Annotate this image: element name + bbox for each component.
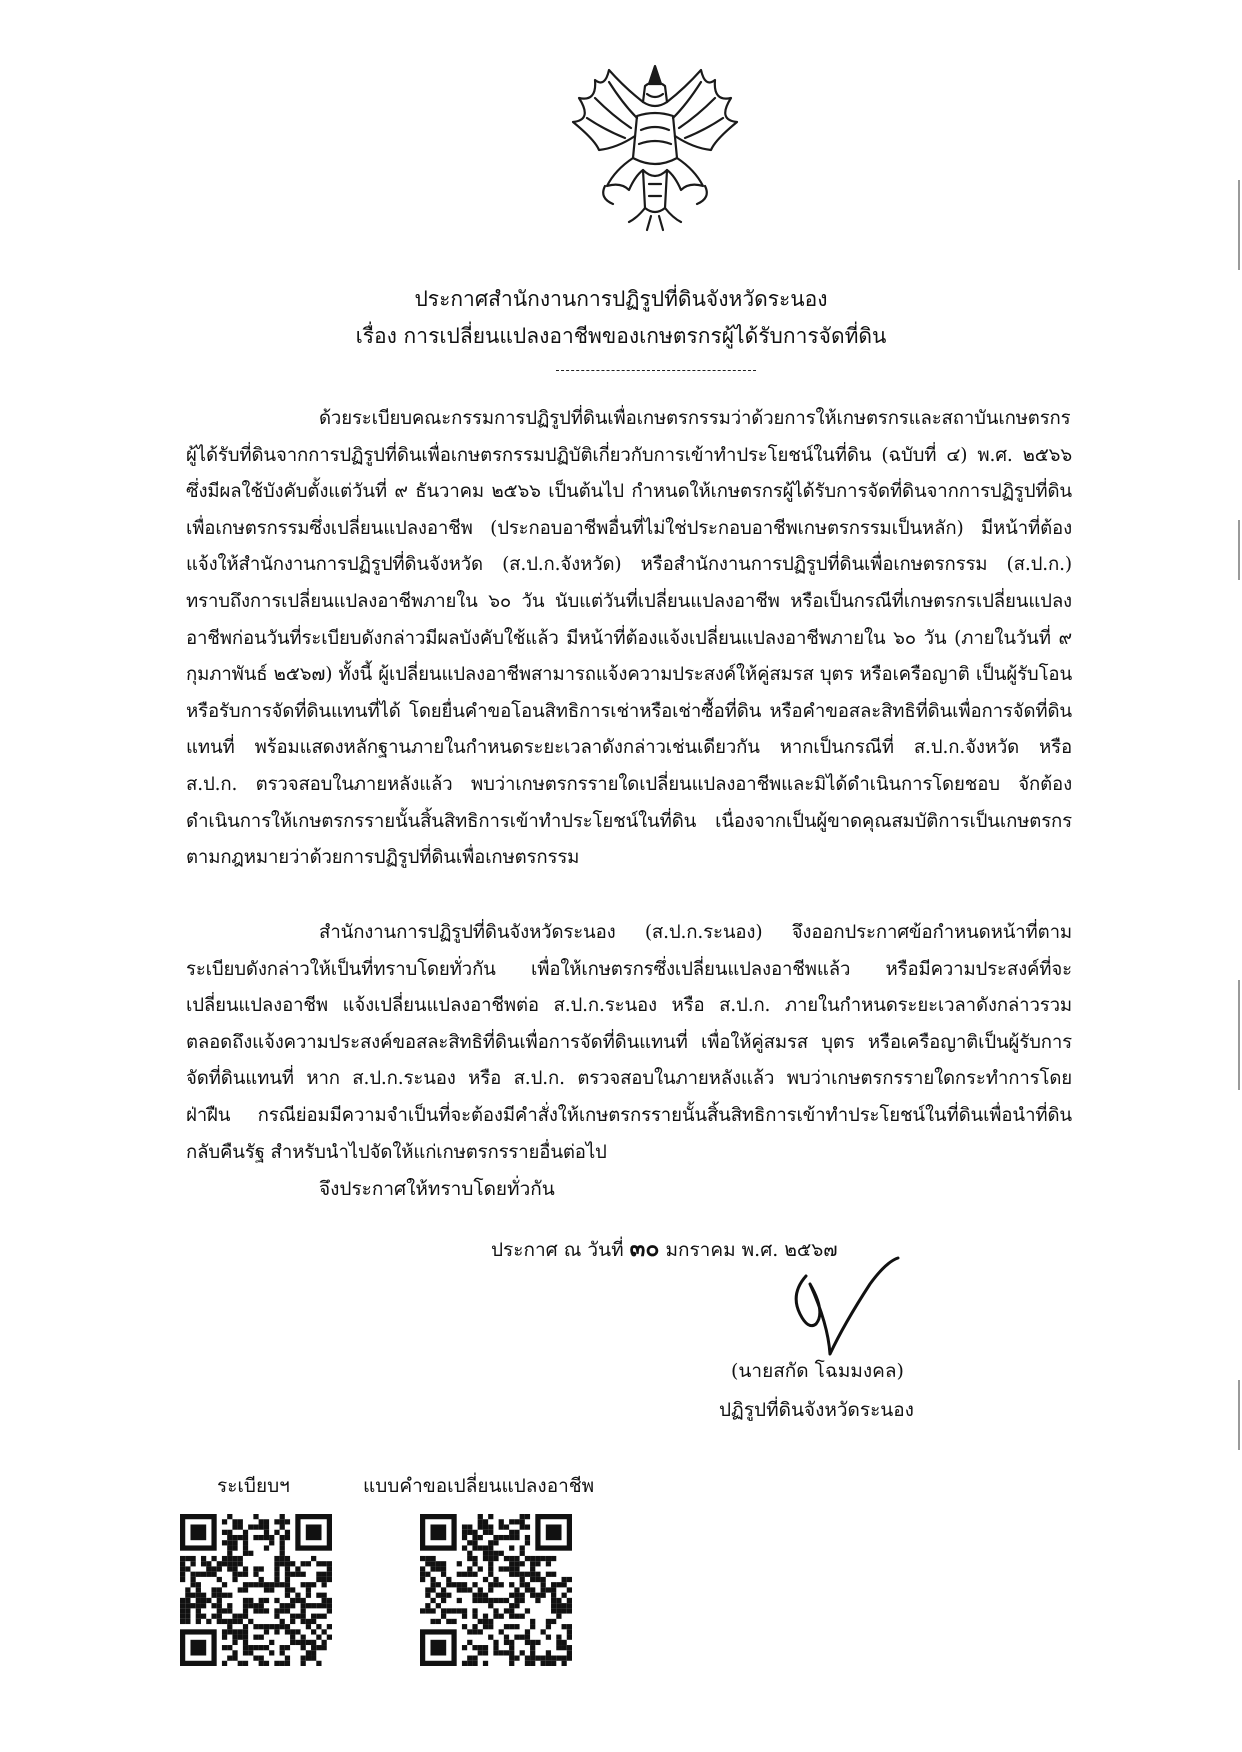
body-paragraph-2: สำนักงานการปฏิรูปที่ดินจังหวัดระนอง (ส.ป.ก.ระนอง) จึงออกประกาศข้อกำหนดหน้าที่ตามระเบียบดังกล่าวให้เป็นที่ทราบโดยทั่วกัน เพื่อให้เกษตรกรซึ่งเปลี่ยนแปลงอาชีพแล้ว หรือมีความประสงค์ที่จะเปลี่ยนแปลงอาชีพ แจ้งเปลี่ยนแปลงอาชีพต่อ ส.ป.ก.ระนอง หรือ ส.ป.ก. ภายในกำหนดระยะเวลาดังกล่าวรวมตลอดถึงแจ้งความประสงค์ขอสละสิทธิที่ดินเพื่อการจัดที่ดินแทนที่ เพื่อให้คู่สมรส บุตร หรือเครือญาติเป็นผู้รับการจัดที่ดินแทนที่ หาก ส.ป.ก.ระนอง หรือ ส.ป.ก. ตรวจสอบในภายหลังแล้ว พบว่าเกษตรกรรายใดกระทำการโดยฝ่าฝืน กรณีย่อมมีความจำเป็นที่จะต้องมีคำสั่งให้เกษตรกรรายนั้นสิ้นสิทธิการเข้าทำประโยชน์ในที่ดินเพื่อนำที่ดินกลับคืนรัฐ สำหรับนำไปจัดให้แก่เกษตรกรรายอื่นต่อไป <box>186 922 1072 1163</box>
signer-name: (นายสกัด โฉมมงคล) <box>731 1360 904 1382</box>
date-day: ๓๐ <box>629 1235 660 1262</box>
garuda-emblem-icon <box>565 58 745 233</box>
closing-statement: จึงประกาศให้ทราบโดยทั่วกัน <box>319 1178 555 1200</box>
body-paragraph-1: ด้วยระเบียบคณะกรรมการปฏิรูปที่ดินเพื่อเกษตรกรรมว่าด้วยการให้เกษตรกรและสถาบันเกษตรกรผู้ได้รับที่ดินจากการปฏิรูปที่ดินเพื่อเกษตรกรรมปฏิบัติเกี่ยวกับการเข้าทำประโยชน์ในที่ดิน (ฉบับที่ ๔) พ.ศ. ๒๕๖๖ ซึ่งมีผลใช้บังคับตั้งแต่วันที่ ๙ ธันวาคม ๒๕๖๖ เป็นต้นไป กำหนดให้เกษตรกรผู้ได้รับการจัดที่ดินจากการปฏิรูปที่ดินเพื่อเกษตรกรรมซึ่งเปลี่ยนแปลงอาชีพ (ประกอบอาชีพอื่นที่ไม่ใช่ประกอบอาชีพเกษตรกรรมเป็นหลัก) มีหน้าที่ต้องแจ้งให้สำนักงานการปฏิรูปที่ดินจังหวัด (ส.ป.ก.จังหวัด) หรือสำนักงานการปฏิรูปที่ดินเพื่อเกษตรกรรม (ส.ป.ก.) ทราบถึงการเปลี่ยนแปลงอาชีพภายใน ๖๐ วัน นับแต่วันที่เปลี่ยนแปลงอาชีพ หรือเป็นกรณีที่เกษตรกรเปลี่ยนแปลงอาชีพก่อนวันที่ระเบียบดังกล่าวมีผลบังคับใช้แล้ว มีหน้าที่ต้องแจ้งเปลี่ยนแปลงอาชีพภายใน ๖๐ วัน (ภายในวันที่ ๙ กุมภาพันธ์ ๒๕๖๗) ทั้งนี้ ผู้เปลี่ยนแปลงอาชีพสามารถแจ้งความประสงค์ให้คู่สมรส บุตร หรือเครือญาติ เป็นผู้รับโอนหรือรับการจัดที่ดินแทนที่ได้ โดยยื่นคำขอโอนสิทธิการเช่าหรือเช่าซื้อที่ดิน หรือคำขอสละสิทธิที่ดินเพื่อการจัดที่ดินแทนที่ พร้อมแสดงหลักฐานภายในกำหนดระยะเวลาดังกล่าวเช่นเดียวกัน หากเป็นกรณีที่ ส.ป.ก.จังหวัด หรือ ส.ป.ก. ตรวจสอบในภายหลังแล้ว พบว่าเกษตรกรรายใดเปลี่ยนแปลงอาชีพและมิได้ดำเนินการโดยชอบ จักต้องดำเนินการให้เกษตรกรรายนั้นสิ้นสิทธิการเข้าทำประโยชน์ในที่ดิน เนื่องจากเป็นผู้ขาดคุณสมบัติการเป็นเกษตรกรตามกฎหมายว่าด้วยการปฏิรูปที่ดินเพื่อเกษตรกรรม <box>186 408 1073 869</box>
qr-code-icon[interactable] <box>180 1514 332 1666</box>
qr-label-regulation: ระเบียบฯ <box>217 1475 290 1497</box>
announcement-subject: เรื่อง การเปลี่ยนแปลงอาชีพของเกษตรกรผู้ได้รับการจัดที่ดิน <box>355 324 887 348</box>
scan-edge-mark <box>1238 1380 1240 1450</box>
scan-edge-mark <box>1238 180 1240 270</box>
scan-edge-mark <box>1238 520 1240 580</box>
date-prefix: ประกาศ ณ วันที่ <box>491 1239 624 1261</box>
announcement-heading: ประกาศสำนักงานการปฏิรูปที่ดินจังหวัดระนอง <box>414 287 828 311</box>
scan-edge-mark <box>1238 980 1240 1090</box>
qr-code-icon[interactable] <box>420 1514 572 1666</box>
heading-divider <box>556 370 756 371</box>
date-month-year: มกราคม พ.ศ. ๒๕๖๗ <box>665 1239 838 1261</box>
signer-title: ปฏิรูปที่ดินจังหวัดระนอง <box>719 1399 914 1421</box>
qr-label-request-form: แบบคำขอเปลี่ยนแปลงอาชีพ <box>363 1475 595 1497</box>
